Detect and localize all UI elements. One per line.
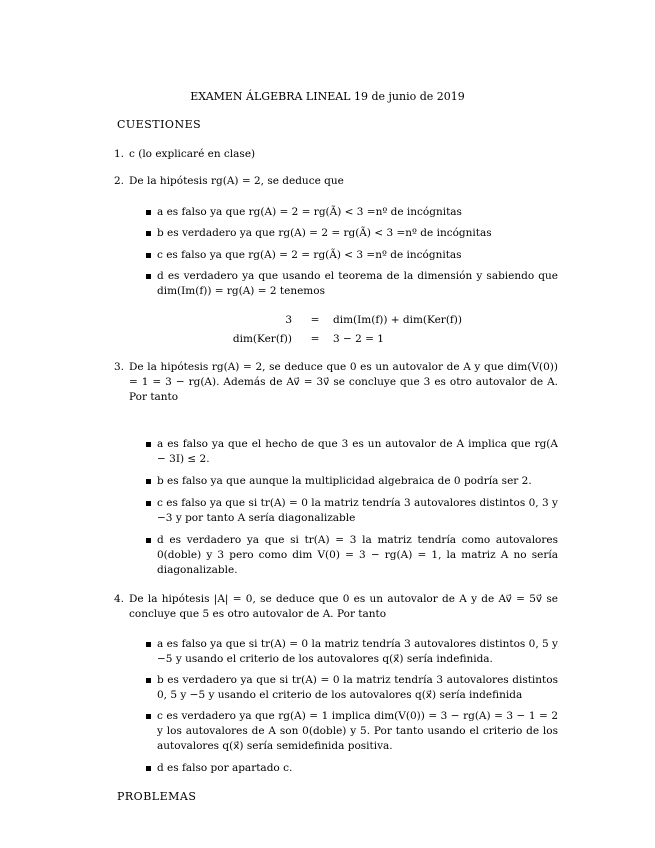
question-4 (114, 592, 558, 622)
option-item: d es verdadero ya que usando el teorema de la dimensión y sabiendo que dim(Im(f)) = rg(A) = 2 tenemos (146, 269, 558, 299)
question-text: De la hipótesis rg(A) = 2, se deduce que 0 es un autovalor de A y que dim(V(0)) = 1 = 3 − rg(A). Además de Av⃗ = 3v⃗ se concluye que 3 es otro autovalor de A. Por tanto (129, 361, 558, 403)
equation-lhs: dim(Ker(f)) (232, 333, 292, 345)
equation-lhs: 3 (285, 314, 292, 326)
question-number: 4. (114, 593, 125, 605)
question-3 (114, 360, 558, 405)
bullet-icon (146, 442, 151, 447)
bullet-icon (146, 479, 151, 484)
option-item: b es verdadero ya que si tr(A) = 0 la matriz tendría 3 autovalores distintos 0, 5 y −5 y usando el criterio de los autovalores q(x⃗) sería indefinida (146, 673, 558, 703)
bullet-icon (146, 642, 151, 647)
question-text: c (lo explicaré en clase) (129, 148, 256, 160)
bullet-icon (146, 766, 151, 771)
bullet-icon (146, 501, 151, 506)
question-1 (114, 147, 558, 162)
option-item: c es falso ya que si tr(A) = 0 la matriz tendría 3 autovalores distintos 0, 3 y −3 y por tanto A sería diagonalizable (146, 496, 558, 526)
option-item: d es verdadero ya que si tr(A) = 3 la matriz tendría como autovalores 0(doble) y 3 pero como dim V(0) = 3 − rg(A) = 1, la matriz A no sería diagonalizable. (146, 533, 558, 578)
bullet-icon (146, 274, 151, 279)
bullet-icon (146, 538, 151, 543)
equation-rhs: dim(Im(f)) + dim(Ker(f)) (333, 314, 462, 326)
question-number: 1. (114, 148, 125, 160)
section-cuestiones: CUESTIONES (117, 118, 202, 131)
bullet-icon (146, 253, 151, 258)
option-item: b es verdadero ya que rg(A) = 2 = rg(Ã) < 3 =nº de incógnitas (146, 226, 558, 241)
section-problemas: PROBLEMAS (117, 790, 197, 803)
question-text: De la hipótesis rg(A) = 2, se deduce que (129, 175, 344, 187)
bullet-icon (146, 678, 151, 683)
question-number: 2. (114, 175, 125, 187)
question-number: 3. (114, 361, 125, 373)
question-2 (114, 174, 558, 189)
option-item: a es falso ya que rg(A) = 2 = rg(Ã) < 3 =nº de incógnitas (146, 205, 558, 220)
bullet-icon (146, 231, 151, 236)
option-item: b es falso ya que aunque la multiplicidad algebraica de 0 podría ser 2. (146, 474, 558, 489)
option-item: c es falso ya que rg(A) = 2 = rg(Ã) < 3 =nº de incógnitas (146, 248, 558, 263)
equation-relation: = (310, 333, 320, 345)
option-item: a es falso ya que si tr(A) = 0 la matriz tendría 3 autovalores distintos 0, 5 y −5 y usando el criterio de los autovalores q(x⃗) sería indefinida. (146, 637, 558, 667)
bullet-icon (146, 210, 151, 215)
option-item: a es falso ya que el hecho de que 3 es un autovalor de A implica que rg(A − 3I) ≤ 2. (146, 437, 558, 467)
exam-title: EXAMEN ÁLGEBRA LINEAL 19 de junio de 2019 (190, 90, 465, 103)
bullet-icon (146, 714, 151, 719)
option-item: d es falso por apartado c. (146, 761, 558, 776)
option-item: c es verdadero ya que rg(A) = 1 implica dim(V(0)) = 3 − rg(A) = 3 − 1 = 2 y los autovalores de A son 0(doble) y 5. Por tanto usando el criterio de los autovalores q(x⃗) sería semidefinida positiva. (146, 709, 558, 754)
equation-rhs: 3 − 2 = 1 (333, 333, 384, 345)
equation-relation: = (310, 314, 320, 326)
question-text: De la hipótesis |A| = 0, se deduce que 0 es un autovalor de A y de Av⃗ = 5v⃗ se concluye que 5 es otro autovalor de A. Por tanto (129, 593, 558, 620)
